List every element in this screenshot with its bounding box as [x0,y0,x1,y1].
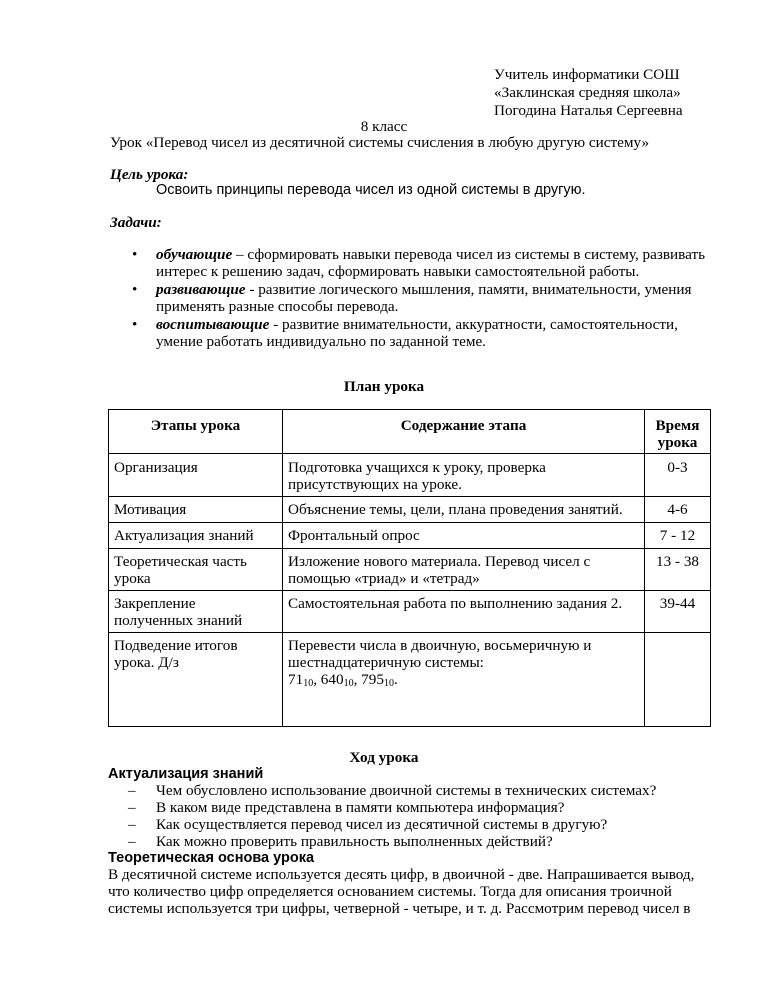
dash-icon: – [128,816,136,833]
task-key: воспитывающие [156,316,270,333]
actualization-heading: Актуализация знаний [108,766,264,782]
hw-sep: . [393,671,398,688]
dash-icon: – [128,833,136,850]
time-cell [645,633,711,727]
stage-cell: Теоретическая часть урока [109,549,283,591]
question-item [108,816,748,833]
school-name: «Заклинская средняя школа» [494,84,681,101]
theory-text: В десятичной системе используется десять цифр, в двоичной - две. Напрашивается вывод, что количество цифр определяется основанием системы. Тогда для описания троичной системы используется три цифры, четверной - четыре, и т. д. Рассмотрим перевод чисел в [108,866,695,917]
table-row [109,523,711,549]
goal-heading: Цель урока: [110,166,189,183]
dash-icon: – [128,782,136,799]
task-item-teaching [110,246,710,280]
content-cell: Подготовка учащихся к уроку, проверка присутствующих на уроке. [283,454,645,497]
stage-cell: Организация [109,454,283,497]
task-text: - развитие внимательности, аккуратности, самостоятельности, умение работать индивидуально по заданной теме. [156,316,678,350]
hw-sep: , [353,671,362,688]
task-text: – сформировать навыки перевода чисел из системы в систему, развивать интерес к решению задач, сформировать навыки самостоятельной работы. [156,246,706,280]
column-header-content: Содержание этапа [283,410,645,454]
time-cell: 39-44 [645,591,711,633]
hw-number: 71 [288,671,304,688]
goal-text: Освоить принципы перевода чисел из одной системы в другую. [156,182,586,198]
course-heading: Ход урока [349,749,419,766]
question-text: Как можно проверить правильность выполненных действий? [156,833,553,850]
time-cell: 4-6 [645,497,711,523]
lesson-plan-table [108,409,711,727]
content-cell: Фронтальный опрос [283,523,645,549]
tasks-list [110,246,710,351]
time-cell: 7 - 12 [645,523,711,549]
question-text: Чем обусловлено использование двоичной системы в технических системах? [156,782,657,799]
bullet-icon: • [132,246,138,263]
question-item [108,799,748,816]
table-header-row [109,410,711,454]
stage-cell: Закрепление полученных знаний [109,591,283,633]
task-key: обучающие [156,246,233,263]
teacher-info [494,66,754,120]
teacher-position: Учитель информатики СОШ [494,66,680,83]
bullet-icon: • [132,316,138,333]
bullet-icon: • [132,281,138,298]
table-row [109,633,711,727]
task-item-developing [110,281,710,315]
hw-sep: , [313,671,321,688]
question-text: В каком виде представлена в памяти компьютера информация? [156,799,565,816]
hw-number: 795 [361,671,384,688]
hw-base: 10 [383,678,394,689]
time-cell: 0-3 [645,454,711,497]
grade-label: 8 класс [360,118,408,135]
table-row [109,454,711,497]
content-cell: Объяснение темы, цели, плана проведения занятий. [283,497,645,523]
teacher-name: Погодина Наталья Сергеевна [494,102,683,119]
column-header-time: Время урока [645,410,711,454]
content-cell: Самостоятельная работа по выполнению задания 2. [283,591,645,633]
dash-icon: – [128,799,136,816]
task-text: - развитие логического мышления, памяти, внимательности, умения применять разные способы перевода. [156,281,692,315]
content-cell: Изложение нового материала. Перевод чисел с помощью «триад» и «тетрад» [283,549,645,591]
theory-heading: Теоретическая основа урока [108,850,315,866]
hw-number: 640 [320,671,344,688]
plan-heading: План урока [343,378,425,395]
hw-base: 10 [303,678,314,689]
column-header-stages: Этапы урока [109,410,283,454]
tasks-heading: Задачи: [110,214,162,231]
question-item [108,833,748,850]
questions-list [108,782,748,850]
question-item [108,782,748,799]
stage-cell: Подведение итогов урока. Д/з [109,633,283,727]
table-row [109,497,711,523]
stage-cell: Актуализация знаний [109,523,283,549]
homework-numbers [288,671,639,688]
hw-base: 10 [343,678,354,689]
task-item-educating [110,316,710,350]
time-cell: 13 - 38 [645,549,711,591]
stage-cell: Мотивация [109,497,283,523]
question-text: Как осуществляется перевод чисел из десятичной системы в другую? [156,816,608,833]
lesson-title: Урок «Перевод чисел из десятичной системы счисления в любую другую систему» [110,134,650,151]
content-cell [283,633,645,727]
table-row [109,591,711,633]
task-key: развивающие [156,281,246,298]
homework-text: Перевести числа в двоичную, восьмеричную и шестнадцатеричную системы: [288,637,592,671]
table-row [109,549,711,591]
